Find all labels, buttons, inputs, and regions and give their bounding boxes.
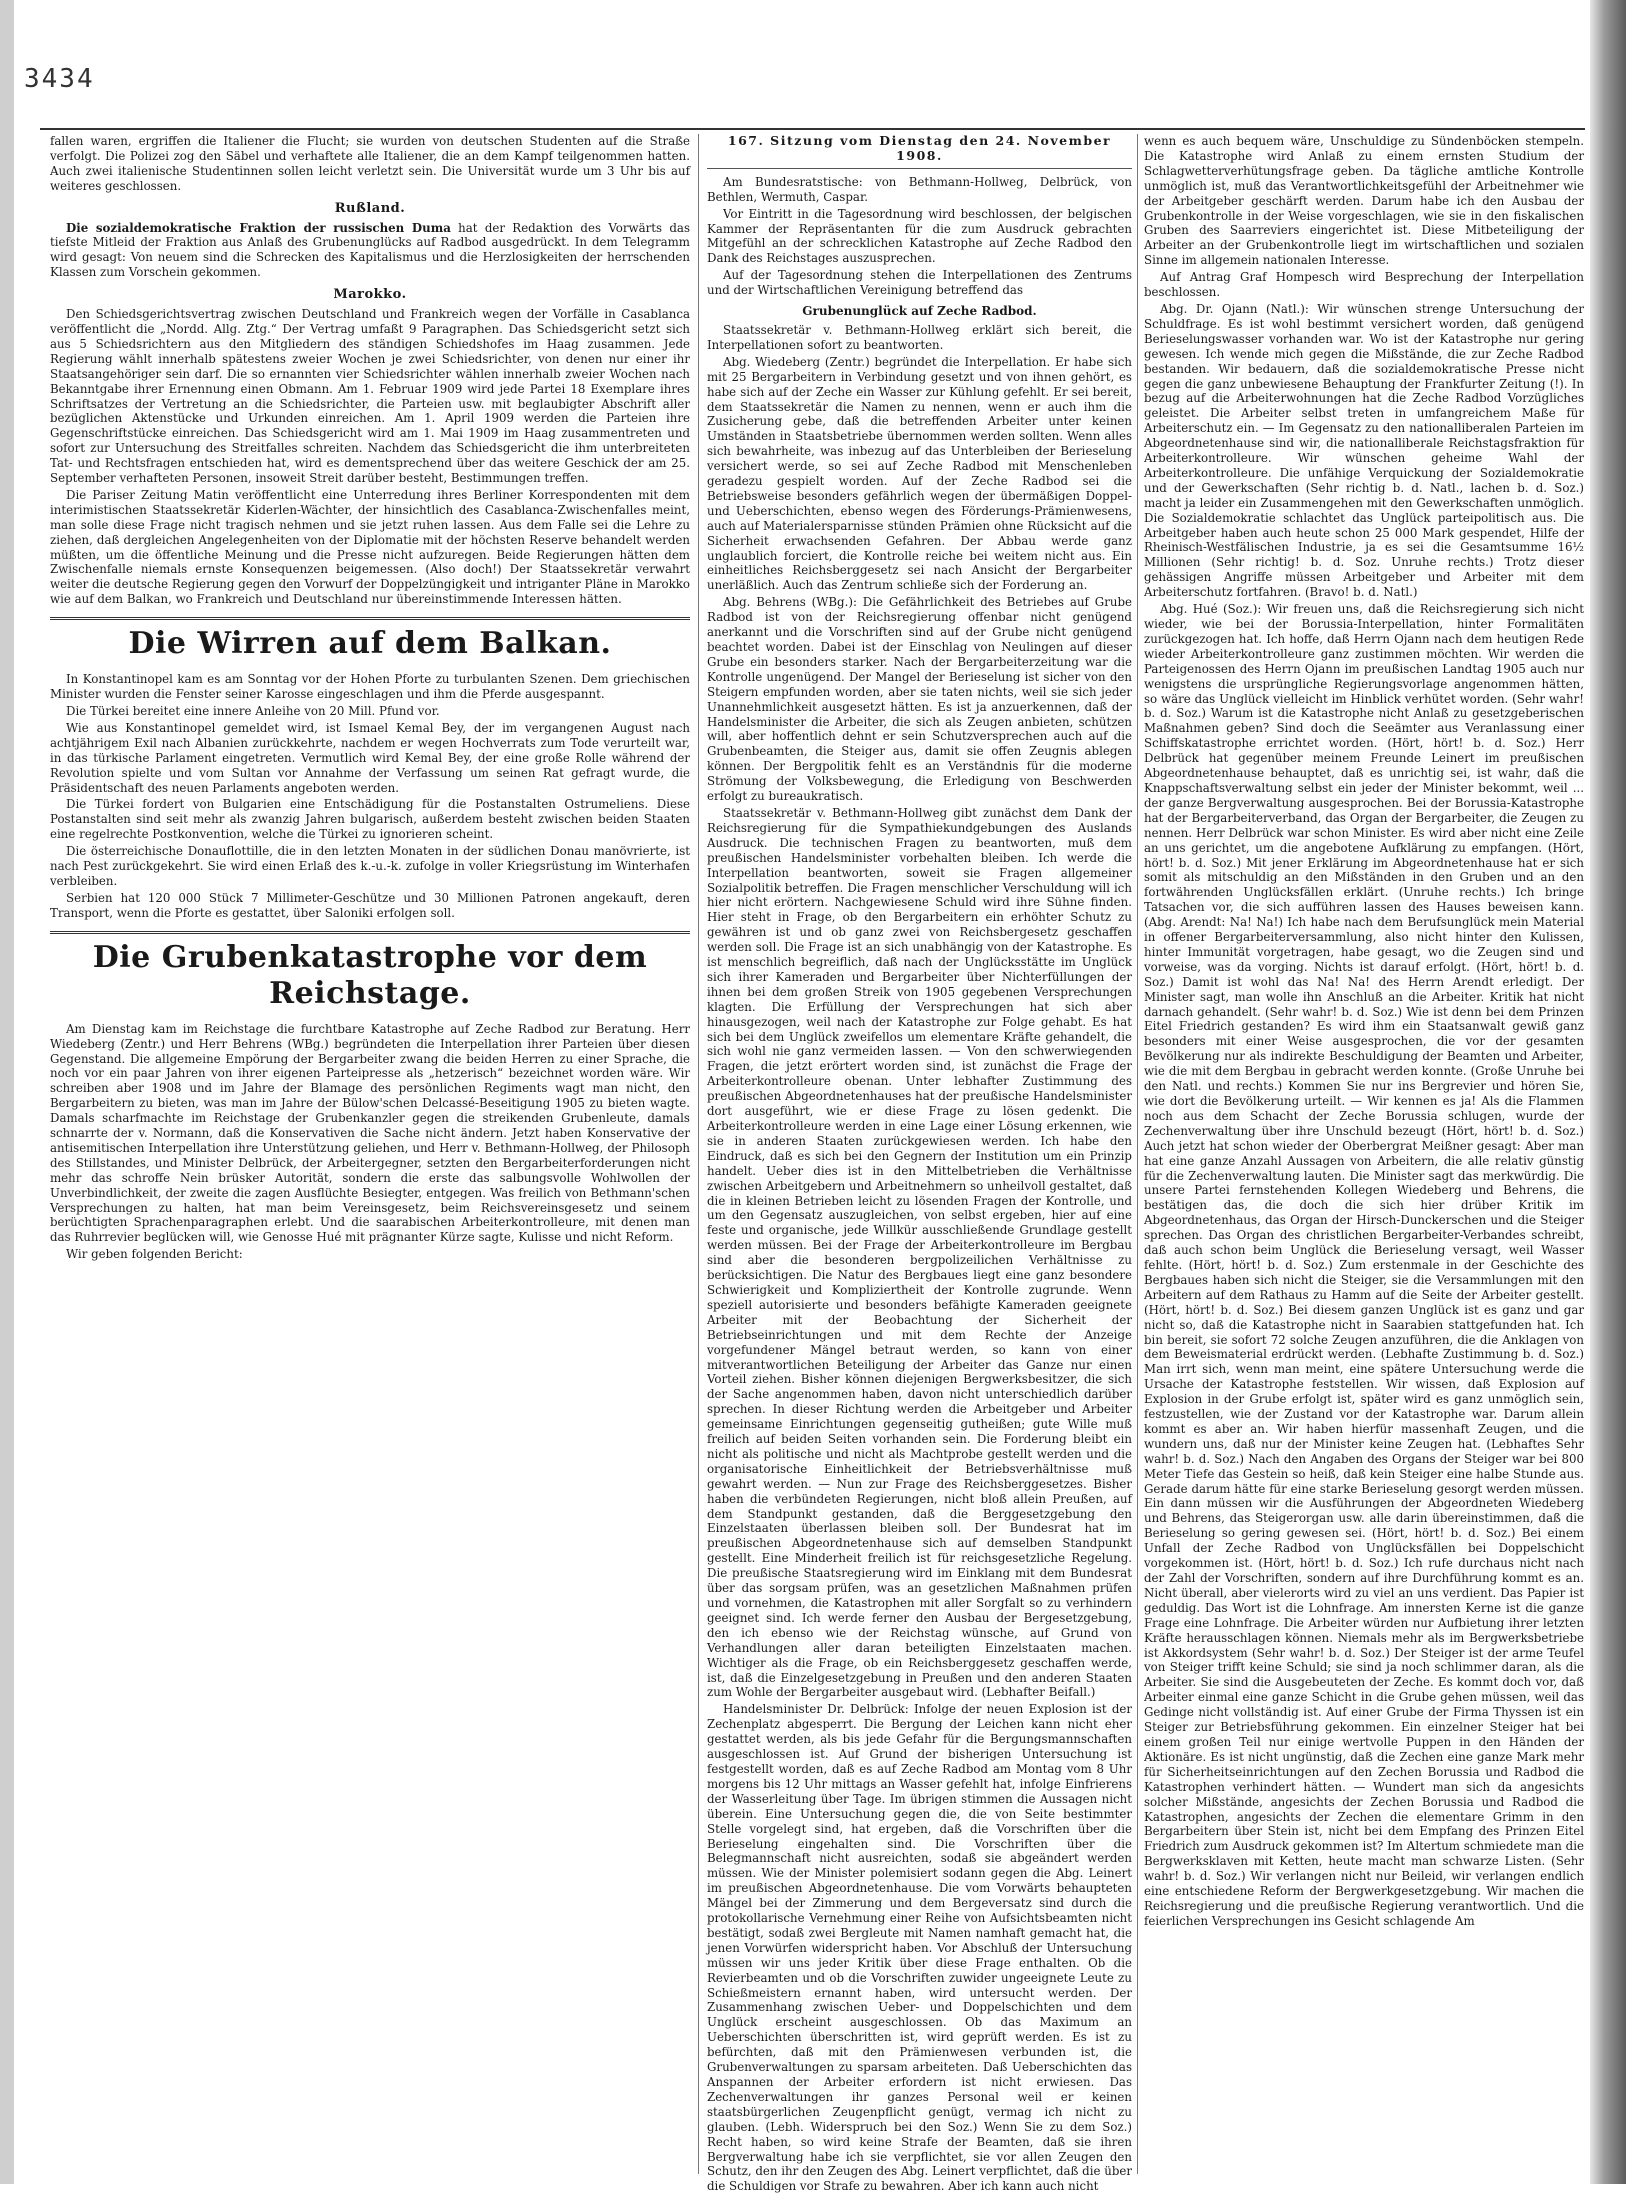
column-left (50, 134, 690, 2174)
session-paragraph-2: Vor Eintritt in die Tagesordnung wird beschlossen, der belgischen Kammer der Repräsentanten für die zum Ausdruck gebrachten Mitgefühl an der schrecklichen Katastrophe auf Zeche Radbod den Dank des Reichstages auszusprechen. (707, 206, 1132, 266)
russland-lead: Die sozialdemokratische Fraktion der russischen Duma (66, 220, 451, 235)
balkan-paragraph-1: In Konstantinopel kam es am Sonntag vor der Hohen Pforte zu turbulanten Szenen. Dem griechischen Minister wurden die Fenster seiner Karosse eingeschlagen und ihm die Pferde ausgespannt. (50, 672, 690, 702)
page-edge-left (0, 0, 14, 2184)
session-paragraph-4: Staatssekretär v. Bethmann-Hollweg erklärt sich bereit, die Interpellationen sofort zu beantworten. (707, 322, 1132, 352)
russland-text: hat der Redaktion des Vorwärts das tiefste Mitleid der Fraktion aus Anlaß des Grubenunglücks auf Radbod ausgedrückt. In dem Telegramm wird gesagt: Von neuem sind die Schrecken des Kapitalismus und die Herzlosigkeiten der herrschenden Klassen zum Vorschein gekommen. (50, 220, 690, 280)
page-number: 3434 (24, 64, 95, 94)
separator (50, 931, 690, 934)
session-paragraph-8: Handelsminister Dr. Delbrück: Infolge der neuen Explosion ist der Zechenplatz abgesperrt. Die Bergung der Leichen kann nicht eher gestattet werden, als bis jede Gefahr für die Bergungsmannschaften ausgeschlossen ist. Auf Grund der bisherigen Untersuchung ist festgestellt worden, daß es auf Zeche Radbod am Montag vom 8 Uhr morgens bis 12 Uhr mittags an Wasser gefehlt hat, infolge Einfrierens der Wasserleitung über Tage. Im übrigen stimmen die Aussagen nicht überein. Eine Untersuchung gegen die, die von Seite bestimmter Stelle vorgelegt sind, hat ergeben, daß die Vorschriften über die Berieselung eingehalten sind. Die Vorschriften über die Belegmannschaft nicht ausreichten, sodaß sie abgeändert werden müssen. Wie der Minister polemisiert sodann gegen die Abg. Leinert im preußischen Abgeordnetenhause. Die vom Vorwärts behaupteten Mängel bei der Zimmerung und dem Bergeversatz sind durch die protokollarische Vernehmung einer Reihe von Aufsichtsbeamten nicht bestätigt, sodaß zwei Bergleute mit Namen namhaft gemacht hat, die jenen Vorwürfen widerspricht haben. Vor Abschluß der Untersuchung müssen wir uns jeder Kritik über diese Frage enthalten. Ob die Revierbeamten und ob die Vorschriften zuwider ungeeignete Leute zu Schießmeistern ernannt haben, wird untersucht werden. Der Zusammenhang zwischen Ueber- und Doppelschichten und dem Unglück erscheint ausgeschlossen. Ob das Maximum an Ueberschichten überschritten ist, wird geprüft werden. Es ist zu befürchten, daß mit den Prämienwesen verbunden ist, die Grubenverwaltungen zu sparsam arbeiteten. Daß Ueberschichten das Anspannen der Arbeiter erfordern ist nicht erwiesen. Das Zechenverwaltungen ihr ganzes Personal weil er keinen staatsbürgerlichen Zeugenpflicht genügt, vermag ich nicht zu glauben. (Lebh. Widerspruch bei den Soz.) Wenn Sie zu dem Soz.) Recht haben, so wird keine Strafe der Beamten, daß sie ihren Bergverwaltung habe ich sie verpflichtet, sie vor allen Zeugen den Schutz, den ihr den Zeugen des Abg. Leinert verpflichtet, daß die über die Schuldigen vor Strafe zu bewahren. Aber ich kann auch nicht (707, 1702, 1132, 2194)
session-header: 167. Sitzung vom Dienstag den 24. November 1908. (707, 134, 1132, 169)
gruben-paragraph-2: Wir geben folgenden Bericht: (66, 1247, 243, 1262)
column-rule-2 (1137, 134, 1138, 2174)
balkan-paragraph-5: Die österreichische Donauflottille, die in den letzten Monaten in der südlichen Donau manövrierte, ist nach Pest zurückgekehrt. Sie wird einen Erlaß des k.-u.-k. zufolge in voller Kriegsrüstung im Winterhafen verbleiben. (50, 844, 690, 888)
right-paragraph-4: Abg. Hué (Soz.): Wir freuen uns, daß die Reichsregierung sich nicht wieder, wie bei der Borussia-Interpellation, hinter Formalitäten zurückgezogen hat. Ich hoffe, daß Herrn Ojann nach dem heutigen Rede wieder Arbeiterkontrolleure ganz zustimmen möchten. Wir werden die Parteigenossen des Herrn Ojann im preußischen Landtag 1905 auch nur wenigstens die ursprüngliche Regierungsvorlage angenommen hätten, so wäre das Unglück vielleicht im Hinblick verhütet worden. (Sehr wahr! b. d. Soz.) Warum ist die Katastrophe nicht Anlaß zu gesetzgeberischen Maßnahmen geben? Sind doch die Seeämter aus Veranlassung einer Schiffskatastrophe errichtet worden. (Hört, hört! b. d. Soz.) Herr Delbrück hat gegenüber meinem Freunde Leinert im preußischen Abgeordnetenhause behauptet, daß es unrichtig sei, ist wahr, daß die Knappschaftsverwaltung selbst ein jeder der Minister bekommt, weil ... der ganze Bergverwaltung ausgesprochen. Bei der Borussia-Katastrophe hat der Bergarbeiterverband, das Organ der Bergarbeiter, die Zeugen zu nennen. Herr Delbrück war schon Minister. Es wird aber nicht eine Zeile an uns gerichtet, um die angebotene Aufklärung zu empfangen. (Hört, hört! b. d. Soz.) Mit jener Erklärung im Abgeordnetenhause hat er sich somit als mitschuldig an den Mißständen in den Gruben und an den fortwährenden Unglücksfällen erklärt. (Unruhe rechts.) Ich bringe Tatsachen vor, die sich aufführen lassen des Hauses beweisen kann. (Abg. Arendt: Na! Na!) Ich habe nach dem Berufsunglück mein Material in offener Bergarbeiterversammlung, also nicht hinter den Kulissen, hinter Immunität vorgetragen, habe gesagt, wo die Zeugen sind und vorweise, was da vorging. Nichts ist darauf erfolgt. (Hört, hört! b. d. Soz.) Damit ist wohl das Na! Na! des Herrn Arendt erledigt. Der Minister sagt, man wolle ihn Anschluß an die Arbeiter. Kritik hat nicht darnach gehandelt. (Sehr wahr! b. d. Soz.) Wie ist denn bei dem Prinzen Eitel Friedrich gestanden? Es wird ihm ein Staatsanwalt gewiß ganz besonders mit einer Weise ausgesprochen, die vor der gesamten Bevölkerung nur als indirekte Beschuldigung der Beamten und Arbeiter, wie die mit dem Bergbau in gebracht werden konnte. (Große Unruhe bei den Natl. und rechts.) Kommen Sie nur ins Bergrevier und hören Sie, wie dort die Bevölkerung urteilt. — Wir kennen es ja! Als die Flammen noch aus dem Schacht der Zeche Borussia schlugen, wurde der Zechenverwaltung über ihre Unschuld bezeugt (Hört, hört! b. d. Soz.) Auch jetzt hat schon wieder der Oberbergrat Meißner gesagt: Aber man hat eine ganze Anzahl Aussagen von Arbeitern, die alle relativ günstig für die Zechenverwaltung lauten. Die Minister sagt das merkwürdig. Die unsere Partei fernstehenden Kollegen Wiedeberg und Behrens, die bestätigen das, die doch die sich hier drüber Kritik im Abgeordnetenhaus, das Organ der Hirsch-Dunckerschen und die Steiger sprechen. Das Organ des christlichen Bergarbeiter-Verbandes schreibt, daß auch schon beim Unglück die Berieselung versagt, weil Wasser fehlte. (Hört, hört! b. d. Soz.) Zum erstenmale in der Geschichte des Bergbaues haben sich nicht die Steiger, sie die Versammlungen mit den Arbeitern auf dem Rathaus zu Hamm auf die Seite der Arbeiter gestellt. (Hört, hört! b. d. Soz.) Bei diesem ganzen Unglück ist es ganz und gar nicht so, daß die Katastrophe nicht in Saarabien stattgefunden hat. Ich bin bereit, sie sofort 72 solche Zeugen anzuführen, die die Anklagen von dem Beweismaterial erdrückt werden. (Lebhafte Zustimmung b. d. Soz.) Man irrt sich, wenn man meint, eine spätere Untersuchung werde die Ursache der Katastrophe feststellen. Wir wissen, daß Explosion auf Explosion in der Grube erfolgt ist, später wird es ganz unmöglich sein, festzustellen, wie der Zustand vor der Katastrophe war. Darum allein kommt es aber an. Wir haben hierfür massenhaft Zeugen, und die wundern uns, daß nur der Minister keine Zeugen hat. (Lebhaftes Sehr wahr! b. d. Soz.) Nach den Angaben des Organs der Steiger war bei 800 Meter Tiefe das Gestein so heiß, daß kein Steiger eine halbe Stunde aus. Gerade darum hätte für eine starke Berieselung gesorgt werden müssen. Ein dann müssen wir die Ausführungen der Abgeordneten Wiedeberg und Behrens, das Steigerorgan usw. alle darin übereinstimmen, daß die Berieselung so gering gewesen sei. (Hört, hört! b. d. Soz.) Bei einem Unfall der Zeche Radbod von Unglücksfällen bei Doppelschicht vorgekommen ist. (Hört, hört! b. d. Soz.) Ich rufe durchaus nicht nach der Zahl der Vorschriften, sondern auf ihre Durchführung kommt es an. Nicht überall, aber vielerorts wird zu viel an uns verdient. Das Papier ist geduldig. Das Wort ist die Lohnfrage. Am innersten Kerne ist die ganze Frage eine Lohnfrage. Die Arbeiter würden nur Aufbietung ihrer letzten Kräfte herausschlagen können. Niemals mehr als im Bergwerksbetriebe ist Akkordsystem (Sehr wahr! b. d. Soz.) Der Steiger ist der arme Teufel von Steiger trifft keine Schuld; sie sind ja noch schlimmer daran, als die Arbeiter. Sie sind die Ausgebeuteten der Zeche. Es kommt doch vor, daß Arbeiter einmal eine ganze Schicht in die Grube gehen müssen, weil das Gedinge nicht vollständig ist. Auf einer Grube der Firma Thyssen ist ein Steiger zur Betriebsführung gekommen. Ein einzelner Steiger hat bei einem großen Teil nur einige wertvolle Puppen in den Händen der Aktionäre. Es ist nicht ungünstig, daß die Zechen eine ganze Mark mehr für Sicherheitseinrichtungen auf den Zechen Borussia und Radbod die Katastrophen verhindert hätten. — Wundert man sich da angesichts solcher Mißstände, angesichts der Zechen Borussia und Radbod die Katastrophen, angesichts der Zechen die elementare Grimm in den Bergarbeitern über Stein ist, nicht bei dem Empfang des Prinzen Eitel Friedrich zum Ausdruck gekommen ist? Im Altertum schmiedete man die Bergwerksklaven mit Ketten, heute macht man schwarze Listen. (Sehr wahr! b. d. Soz.) Wir verlangen nicht nur Beileid, wir verlangen endlich eine entschiedene Reform der Bergwerkgesetzgebung. Wir machen die Reichsregierung und die preußische Regierung verantwortlich. Und die feierlichen Versprechungen ins Gesicht schlagende Am (1144, 602, 1584, 1928)
marokko-paragraph-1: Den Schiedsgerichtsvertrag zwischen Deutschland und Frankreich wegen der Vorfälle in Casablanca veröffentlicht die „Nordd. Allg. Ztg.“ Der Vertrag umfaßt 9 Paragraphen. Das Schiedsgericht setzt sich aus 5 Schiedsrichtern aus den Mitgliedern des ständigen Schiedshofes im Haag zusammen. Jede Regierung wählt innerhalb spätestens zweier Wochen je zwei Schiedsrichter, von denen nur einer ihr Staatsangehöriger sein darf. Die so ernannten vier Schiedsrichter wählen innerhalb zweier Wochen nach Bekanntgabe ihrer Ernennung einen Obmann. Am 1. Februar 1909 wird jede Partei 18 Exemplare ihres Schriftsatzes der Vertretung an die Schiedsrichter, die Parteien usw. mit beglaubigter Abschrift aller bezüglichen Aktenstücke und Urkunden einreichen. Am 1. April 1909 werden die Parteien ihre Gegenschriftstücke einreichen. Das Schiedsgericht wird am 1. Mai 1909 im Haag zusammentreten und sofort zur Untersuchung des Streitfalles schreiten. Nachdem das Schiedsgericht die ihm unterbreiteten Tat- und Rechtsfragen entschieden hat, wird es dementsprechend über das weitere Geschick der am 25. September verhafteten Personen, insoweit Streit darüber besteht, Bestimmungen treffen. (50, 307, 690, 486)
intro-paragraph: fallen waren, ergriffen die Italiener die Flucht; sie wurden von deutschen Studenten auf die Straße verfolgt. Die Polizei zog den Säbel und verhaftete alle Italiener, die an dem Kampf teilgenommen hatten. Auch zwei italienische Studentinnen sollen leicht verletzt sein. Die Universität wurde um 3 Uhr bis auf weiteres geschlossen. (50, 134, 690, 193)
balkan-paragraph-2: Die Türkei bereitet eine innere Anleihe von 20 Mill. Pfund vor. (66, 704, 440, 718)
column-right (1144, 134, 1584, 2174)
session-paragraph-6: Abg. Behrens (WBg.): Die Gefährlichkeit des Betriebes auf Grube Radbod ist von der Reichsregierung offenbar nicht genügend anerkannt und die Vorschriften sind auf der Grube nicht genügend beachtet worden. Dabei ist der Einschlag von Neulingen auf dieser Grube ein besonders starker. Nach der Bergarbeiterzeitung war die Kontrolle ungenügend. Der Mangel der Berieselung ist sicher von den Steigern empfunden worden, aber sie taten nichts, weil sie sich jeder Unannehmlichkeit ausgesetzt hätten. Es ist ja anzuerkennen, daß der Handelsminister die Arbeiter, die sich als Zeugen anbieten, schützen will, aber hoffentlich dehnt er sein Schutzversprechen auch auf die Grubenbeamten, die Steiger aus, damit sie offen Zeugnis ablegen können. Der Bergpolitik fehlt es an Verständnis für die moderne Strömung der Volksbewegung, die Erledigung von Beschwerden erfolgt zu bureaukratisch. (707, 595, 1132, 804)
right-paragraph-2: Auf Antrag Graf Hompesch wird Besprechung der Interpellation beschlossen. (1144, 270, 1584, 300)
section-title-russland: Rußland. (334, 200, 406, 216)
gruben-paragraph-1: Am Dienstag kam im Reichstage die furchtbare Katastrophe auf Zeche Radbod zur Beratung. Herr Wiedeberg (Zentr.) und Herr Behrens (WBg.) begründeten die Interpellation ihrer Parteien über diesen Gegenstand. Die allgemeine Empörung der Bergarbeiter zwang die beiden Herren zu einer Sprache, die noch vor ein paar Jahren von ihrer eigenen Parteipresse als „hetzerisch“ bezeichnet worden wäre. Wir schreiben aber 1908 und im Jahre der Blamage des persönlichen Regiments wagt man nicht, den Bergarbeitern zu bieten, was man im Jahre der Bülow'schen Delcassé-Beseitigung 1905 zu bieten wagte. Damals scharfmachte im Reichstage der Grubenkanzler gegen die streikenden Grubenleute, damals schnarrte der v. Normann, daß die Konservativen die Sache nicht ändern. Jetzt haben Konservative der antisemitischen Interpellation ihre Unterstützung geliehen, und Herr v. Bethmann-Hollweg, der Philosoph des Stillstandes, und Minister Delbrück, der Arbeitergegner, setzten den Bergarbeiterforderungen nicht mehr das schroffe Nein brüsker Autorität, sondern die erste das salbungsvolle Wohlwollen der Unverbindlichkeit, der zweite die zagen Ausflüchte Besiegter, entgegen. Was freilich von Bethmann'schen Versprechungen zu halten, hat man beim Vereinsgesetz, beim Reichsvereinsgesetz und seinem berüchtigten Sprachenparagraphen erlebt. Und die saarabischen Arbeiterkontrolleure, mit denen man das Ruhrrevier beglücken will, wie Genosse Hué mit prägnanter Kürze sagte, Kulisse und nicht Reform. (50, 1021, 690, 1245)
separator (50, 617, 690, 620)
column-rule-1 (698, 134, 699, 2174)
session-paragraph-7: Staatssekretär v. Bethmann-Hollweg gibt zunächst dem Dank der Reichsregierung für die Sympathiekundgebungen des Auslands Ausdruck. Die technischen Fragen zu beantworten, muß dem preußischen Handelsminister vorbehalten bleiben. Ich werde die Interpellation beantworten, soweit sie Fragen allgemeiner Sozialpolitik betreffen. Die Fragen menschlicher Verschuldung will ich hier nicht erörtern. Nachgewiesene Schuld wird ihre Sühne finden. Hier steht in Frage, ob den Bergarbeitern ein erhöhter Schutz zu gewähren ist und ob ganz zwei von Reichsbergesetz geschaffen werden soll. Die Frage ist an sich unabhängig von der Katastrophe. Es ist menschlich begreiflich, daß nach der Unglücksstätte im Unglück sich ihrer Kameraden und Bergarbeiter über Nichterfüllungen der ihnen bei dem großen Streik von 1905 gegebenen Versprechungen klagten. Die Erfüllung der Versprechungen hat sich aber hinausgezogen, weil nach der Katastrophe zur Folge gehabt. Es hat sich bei dem Unglück zweifellos um elementare Kräfte gehandelt, die sich wohl nie ganz vermeiden lassen. — Von den schwerwiegenden Fragen, die jetzt erörtert worden sind, ist zunächst die Frage der Arbeiterkontrolleure obenan. Unter lebhafter Zustimmung des preußischen Abgeordnetenhauses hat der preußische Handelsminister dort ausgeführt, wie er diese Frage zu lösen gedenkt. Die Arbeiterkontrolleure werden in eine Lage einer Lösung erkennen, wie sie in anderen Staaten zurückgewiesen werden. Ich habe den Eindruck, daß es sich bei den Gegnern der Institution um ein Prinzip handelt. Ueber dies ist in den Mittelbetrieben die Verhältnisse zwischen Arbeitgebern und Arbeitnehmern so unheilvoll gestaltet, daß die in kleinen Betrieben leicht zu lösenden Fragen der Kontrolle, und um den Gegensatz auszugleichen, von selbst ergeben, hier auf eine feste und organische, jede Willkür ausschließende Grundlage gestellt werden müssen. Bei der Frage der Arbeiterkontrolleure im Bergbau sind aber die besonderen bergpolizeilichen Verhältnisse zu berücksichtigen. Die Natur des Bergbaues liegt eine ganz besondere Schwierigkeit und Kompliziertheit der Kontrolle zugrunde. Wenn speziell autorisierte und besonders befähigte Kameraden geeignete Arbeiter mit der Beobachtung der Sicherheit der Betriebseinrichtungen und mit dem Rechte der Anzeige vorgefundener Mängel betraut werden, so kann von einer mitverantwortlichen Beteiligung der Arbeiter das Ganze nur einen Vorteil ziehen. Bisher können diejenigen Bergwerksbesitzer, die sich der Sache angenommen haben, davon nicht unterschiedlich darüber sprechen. In dieser Richtung werden die Arbeitgeber und Arbeiter gemeinsame Einrichtungen gegenseitig gutheißen; gute Wille muß freilich auf beiden Seiten vorhanden sein. Die Forderung bleibt ein nicht als politische und nicht als Machtprobe gestellt werden und die organisatorische Einheitlichkeit der Betriebsverhältnisse muß gewahrt werden. — Nun zur Frage des Reichsberggesetzes. Bisher haben die verbündeten Regierungen, nicht bloß allein Preußen, auf dem Standpunkt gestanden, daß die Berggesetzgebung den Einzelstaaten überlassen bleiben soll. Der Bundesrat hat im preußischen Abgeordnetenhause sich auf demselben Standpunkt gestellt. Eine Minderheit freilich ist für reichsgesetzliche Regelung. Die preußische Staatsregierung wird im Einklang mit dem Bundesrat über das sorgsam prüfen, was an gesetzlichen Maßnahmen prüfen und vornehmen, die Katastrophen mit aller Sorgfalt so zu verhindern geeignet sind. Ich werde ferner den Ausbau der Bergesetzgebung, den ich ebenso wie der Reichstag wünsche, auf Grund von Verhandlungen aller daran beteiligten Einzelstaaten machen. Wichtiger als die Frage, ob ein Reichsberggesetz geschaffen werde, ist, daß die Einzelgesetzgebung in Preußen und den anderen Staaten zum Wohle der Bergarbeiter ausgebaut wird. (Lebhafter Beifall.) (707, 805, 1132, 1700)
right-paragraph-3: Abg. Dr. Ojann (Natl.): Wir wünschen strenge Untersuchung der Schuldfrage. Es ist wohl bestimmt versichert worden, daß genügend Berieselungswasser vorhanden war. Wo ist der Katastrophe nur gering gewesen. Ich wende mich gegen die Mißstände, die zur Zeche Radbod bestanden. Wir bedauern, daß die sozialdemokratische Presse nicht gegen die ganz unbewiesene Behauptung der Frankfurter Zeitung (!). In bezug auf die Arbeiterwohnungen hat die Zeche Radbod Vorzügliches geleistet. Die Arbeiter selbst treten in umfangreichem Maße für Arbeiterschutz ein. — Im Gegensatz zu den nationalliberalen Parteien im Abgeordnetenhause sind wir, die nationalliberale Reichstagsfraktion für Arbeiterkontrolleure. Wir wünschen geheime Wahl der Arbeiterkontrolleure. Die unfähige Verquickung der Sozialdemokratie und der Gewerkschaften (Sehr richtig b. d. Natl., lachen b. d. Soz.) macht ja leider ein Zusammengehen mit den Gewerkschaften unmöglich. Die Sozialdemokratie schlachtet das Unglück parteipolitisch aus. Die Arbeitgeber haben auch heute schon 25 000 Mark gespendet, Hilfe der Rheinisch-Westfälischen Industrie, ja es sei die Gesamtsumme 16½ Millionen (Sehr richtig! b. d. Soz. Unruhe rechts.) Trotz dieser gehässigen Angriffe müssen Arbeitgeber und Arbeiter mit dem Arbeiterschutz fortfahren. (Bravo! b. d. Natl.) (1144, 301, 1584, 600)
balkan-paragraph-4: Die Türkei fordert von Bulgarien eine Entschädigung für die Postanstalten Ostrumeliens. Diese Postanstalten sind seit mehr als zwanzig Jahren bulgarisch, außerdem besteht zwischen beiden Staaten eine regelrechte Postkonvention, welche die Türkei zu ignorieren scheint. (50, 797, 690, 842)
section-title-marokko: Marokko. (333, 287, 407, 303)
top-rule (40, 128, 1585, 130)
balkan-paragraph-3: Wie aus Konstantinopel gemeldet wird, ist Ismael Kemal Bey, der im vergangenen August nach achtjährigem Exil nach Albanien zurückkehrte, nachdem er wegen Hochverrats zum Tode verurteilt war, in das türkische Parlament eingetreten. Vermutlich wird Kemal Bey, der eine große Rolle während der Revolution spielte und vom Sultan vor Annahme der Verfassung um seinen Rat gefragt wurde, die Präsidentschaft des neuen Parlaments angeboten werden. (50, 720, 690, 795)
headline-balkan: Die Wirren auf dem Balkan. (128, 626, 612, 662)
session-paragraph-3: Auf der Tagesordnung stehen die Interpellationen des Zentrums und der Wirtschaftlichen Vereinigung betreffend das (707, 268, 1132, 298)
marokko-paragraph-2: Die Pariser Zeitung Matin veröffentlicht eine Unterredung ihres Berliner Korrespondenten mit dem interimistischen Staatssekretär Kiderlen-Wächter, der hinsichtlich des Casablanca-Zwischenfalles meint, man solle diese Frage nicht tragisch nehmen und sie jetzt ruhen lassen. Aus dem Falle sei die Lehre zu ziehen, daß dergleichen Angelegenheiten von der Diplomatie mit der höchsten Reserve behandelt werden müßten, um die öffentliche Meinung und die Presse nicht aufzuregen. Beide Regierungen hätten dem Zwischenfalle niemals ernste Konsequenzen beigemessen. (Also doch!) Der Staatssekretär verwahrt weiter die deutsche Regierung gegen den Vorwurf der Doppelzüngigkeit und intriganter Pläne in Marokko wie auf dem Balkan, wo Frankreich und Deutschland nur übereinstimmende Interessen hätten. (50, 487, 690, 607)
russland-paragraph (50, 221, 690, 281)
headline-grubenkatastrophe: Die Grubenkatastrophe vor dem Reichstage. (92, 939, 648, 1011)
session-paragraph-1: Am Bundesratstische: von Bethmann-Hollweg, Delbrück, von Bethlen, Wermuth, Caspar. (707, 174, 1132, 204)
balkan-paragraph-6: Serbien hat 120 000 Stück 7 Millimeter-Geschütze und 30 Millionen Patronen angekauft, deren Transport, wenn die Pforte es gestattet, über Saloniki erfolgen soll. (50, 890, 690, 920)
column-middle (707, 133, 1132, 2194)
session-paragraph-5: Abg. Wiedeberg (Zentr.) begründet die Interpellation. Er habe sich mit 25 Bergarbeitern in Verbindung gesetzt und von ihnen gehört, es habe sich auf der Zeche ein Wasser zur Kühlung gefehlt. Er sei bereit, dem Staatssekretär die Namen zu nennen, wenn er auch ihm die Zusicherung gebe, daß die betreffenden Arbeiter unter keinen Umständen in Staatsbetriebe übernommen werden sollten. Wenn alles sich bewahrheite, was inbezug auf das Unterbleiben der Berieselung versichert werde, so sei auf Zeche Radbod mit Menschenleben geradezu gespielt worden. Auf der Zeche Radbod sei die Betriebsweise besonders gefährlich wegen der übermäßigen Doppel- und Ueberschichten, ebenso wegen des Förderungs-Prämienwesens, auch auf Materialersparnisse stünden Prämien ohne Rücksicht auf die Sicherheit erwachsenden Gefahren. Der Abbau werde ganz unglaublich forciert, die Kontrolle reiche bei weitem nicht aus. Ein einheitliches Reichsberggesetz sei nach Ansicht der Bergarbeiter unerläßlich. Auch das Zentrum schließe sich der Forderung an. (707, 354, 1132, 593)
book-binding-edge (1590, 0, 1626, 2184)
right-paragraph-1: wenn es auch bequem wäre, Unschuldige zu Sündenböcken stempeln. Die Katastrophe wird Anlaß zu einem ernsten Studium der Schlagwetterverhütungsfrage geben. Da tägliche amtliche Kontrolle unmöglich ist, muß das Verantwortlichkeitsgefühl der Arbeitnehmer wie der Arbeitgeber geschärft werden. Darum habe ich den Ausbau der Grubenkontrolle in der Weise vorgeschlagen, wie sie in den fiskalischen Gruben des Saarreviers eingerichtet ist. Diese Mitbeteiligung der Arbeiter an der Grubenkontrolle liegt im wirtschaftlichen und sozialen Sinne im allgemein nationalen Interesse. (1144, 134, 1584, 268)
subheading-grubenunglueck: Grubenunglück auf Zeche Radbod. (802, 304, 1037, 319)
